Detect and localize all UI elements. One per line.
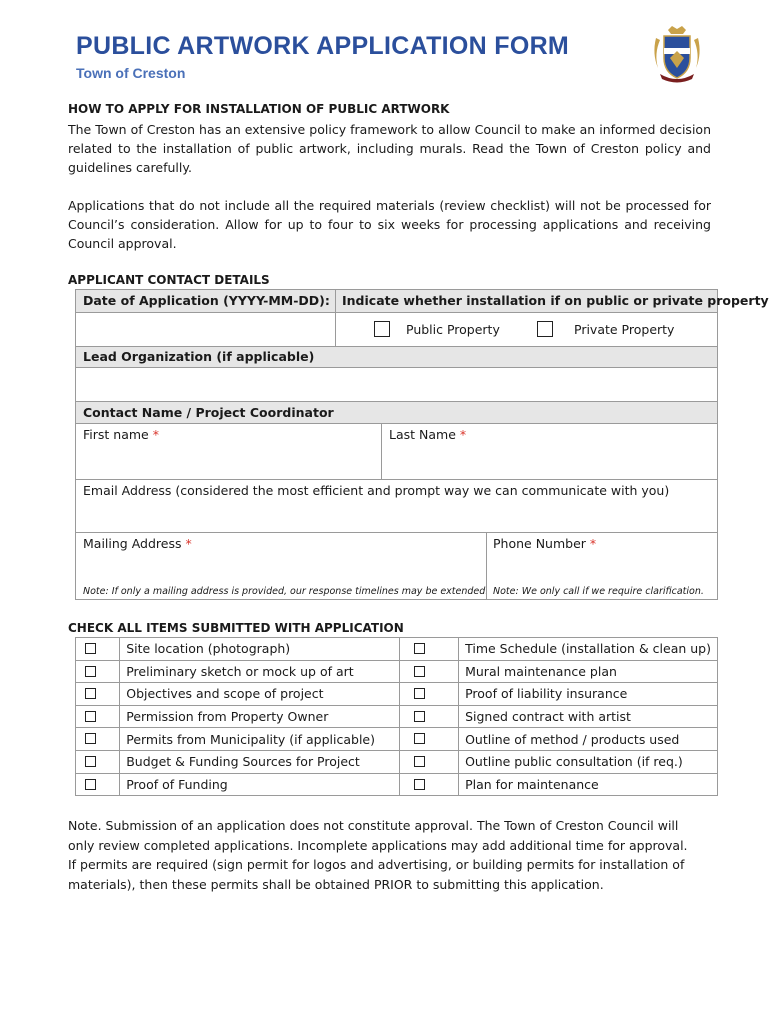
submission-note-line: materials), then these permits shall be obtained PRIOR to submitting this application. — [68, 876, 604, 892]
checklist-checkbox[interactable] — [414, 688, 425, 699]
contact-name-label-cell — [75, 401, 718, 424]
mailing-address-field[interactable] — [75, 532, 487, 600]
contact-heading: APPLICANT CONTACT DETAILS — [68, 273, 270, 287]
checklist-item: Budget & Funding Sources for Project — [120, 750, 400, 773]
checklist-heading: CHECK ALL ITEMS SUBMITTED WITH APPLICATION — [68, 621, 404, 635]
required-mark: * — [459, 427, 467, 442]
mailing-note: Note: If only a mailing address is provided, our response timelines may be extended. — [83, 586, 489, 597]
checklist-checkbox[interactable] — [85, 666, 96, 677]
checklist-checkbox[interactable] — [414, 711, 425, 722]
howto-heading: HOW TO APPLY FOR INSTALLATION OF PUBLIC ARTWORK — [68, 102, 450, 116]
checklist-item: Proof of Funding — [120, 773, 400, 796]
checklist-item: Outline public consultation (if req.) — [459, 750, 718, 773]
form-title: PUBLIC ARTWORK APPLICATION FORM — [76, 32, 570, 60]
property-label: Indicate whether installation if on public or private property — [342, 293, 769, 308]
private-property-checkbox[interactable] — [537, 321, 553, 337]
date-label-cell — [75, 289, 336, 313]
first-name-label: First name * — [83, 427, 159, 442]
town-name: Town of Creston — [76, 65, 186, 81]
private-property-label: Private Property — [574, 322, 675, 337]
checklist-checkbox[interactable] — [414, 733, 425, 744]
checklist-item: Permission from Property Owner — [120, 705, 400, 728]
public-property-checkbox[interactable] — [374, 321, 390, 337]
checklist-checkbox[interactable] — [414, 756, 425, 767]
checklist-item: Proof of liability insurance — [459, 683, 718, 706]
checklist-checkbox[interactable] — [85, 779, 96, 790]
table-row — [76, 728, 718, 751]
property-label-cell — [335, 289, 769, 313]
table-row — [76, 773, 718, 796]
lead-org-label-cell — [75, 346, 718, 368]
checklist-item: Time Schedule (installation & clean up) — [459, 638, 718, 661]
phone-number-label: Phone Number * — [493, 536, 597, 551]
last-name-field[interactable] — [381, 423, 718, 480]
checklist-checkbox[interactable] — [85, 711, 96, 722]
lead-org-label: Lead Organization (if applicable) — [83, 349, 315, 364]
checklist-checkbox[interactable] — [414, 643, 425, 654]
howto-paragraph-2: Applications that do not include all the required materials (review checklist) will not be processed for Council’s consideration. Allow for up to four to six weeks for processing applications and receiving Council approval. — [68, 198, 711, 251]
first-name-field[interactable] — [75, 423, 382, 480]
checklist-item: Mural maintenance plan — [459, 660, 718, 683]
checklist-item: Signed contract with artist — [459, 705, 718, 728]
checklist-item: Outline of method / products used — [459, 728, 718, 751]
date-field[interactable] — [75, 312, 336, 347]
phone-number-field[interactable] — [486, 532, 718, 600]
checklist-table — [75, 637, 718, 796]
public-property-label: Public Property — [406, 322, 500, 337]
table-row — [76, 638, 718, 661]
checklist-checkbox[interactable] — [85, 733, 96, 744]
submission-note — [68, 816, 711, 894]
submission-note-line: only review completed applications. Incomplete applications may add additional time for approval. — [68, 837, 688, 853]
lead-org-field[interactable] — [75, 367, 718, 402]
last-name-label: Last Name * — [389, 427, 467, 442]
email-label: Email Address (considered the most efficient and prompt way we can communicate with you) — [83, 483, 670, 498]
checklist-checkbox[interactable] — [414, 666, 425, 677]
checklist-checkbox[interactable] — [85, 756, 96, 767]
checklist-checkbox[interactable] — [85, 643, 96, 654]
howto-paragraph-1: The Town of Creston has an extensive policy framework to allow Council to make an informed decision related to the installation of public artwork, including murals. Read the Town of Creston policy and guidelines carefully. — [68, 122, 711, 175]
required-mark: * — [152, 427, 159, 442]
required-mark: * — [589, 536, 597, 551]
checklist-item: Permits from Municipality (if applicable) — [120, 728, 400, 751]
table-row — [76, 705, 718, 728]
mailing-address-label: Mailing Address * — [83, 536, 192, 551]
email-field[interactable] — [75, 479, 718, 533]
submission-note-line: Note. Submission of an application does not constitute approval. The Town of Creston Council will — [68, 818, 679, 833]
table-row — [76, 750, 718, 773]
checklist-item: Preliminary sketch or mock up of art — [120, 660, 400, 683]
submission-note-line: If permits are required (sign permit for logos and advertising, or building permits for installation of — [68, 857, 685, 872]
checklist-checkbox[interactable] — [85, 688, 96, 699]
checklist-checkbox[interactable] — [414, 779, 425, 790]
table-row — [76, 660, 718, 683]
required-mark: * — [185, 536, 192, 551]
table-row — [76, 683, 718, 706]
town-crest-icon — [650, 24, 704, 84]
checklist-item: Plan for maintenance — [459, 773, 718, 796]
date-label: Date of Application (YYYY-MM-DD): — [83, 293, 330, 308]
phone-note: Note: We only call if we require clarification. — [493, 586, 704, 597]
property-choice-cell — [335, 312, 718, 347]
checklist-item: Objectives and scope of project — [120, 683, 400, 706]
contact-name-label: Contact Name / Project Coordinator — [83, 405, 334, 420]
checklist-item: Site location (photograph) — [120, 638, 400, 661]
